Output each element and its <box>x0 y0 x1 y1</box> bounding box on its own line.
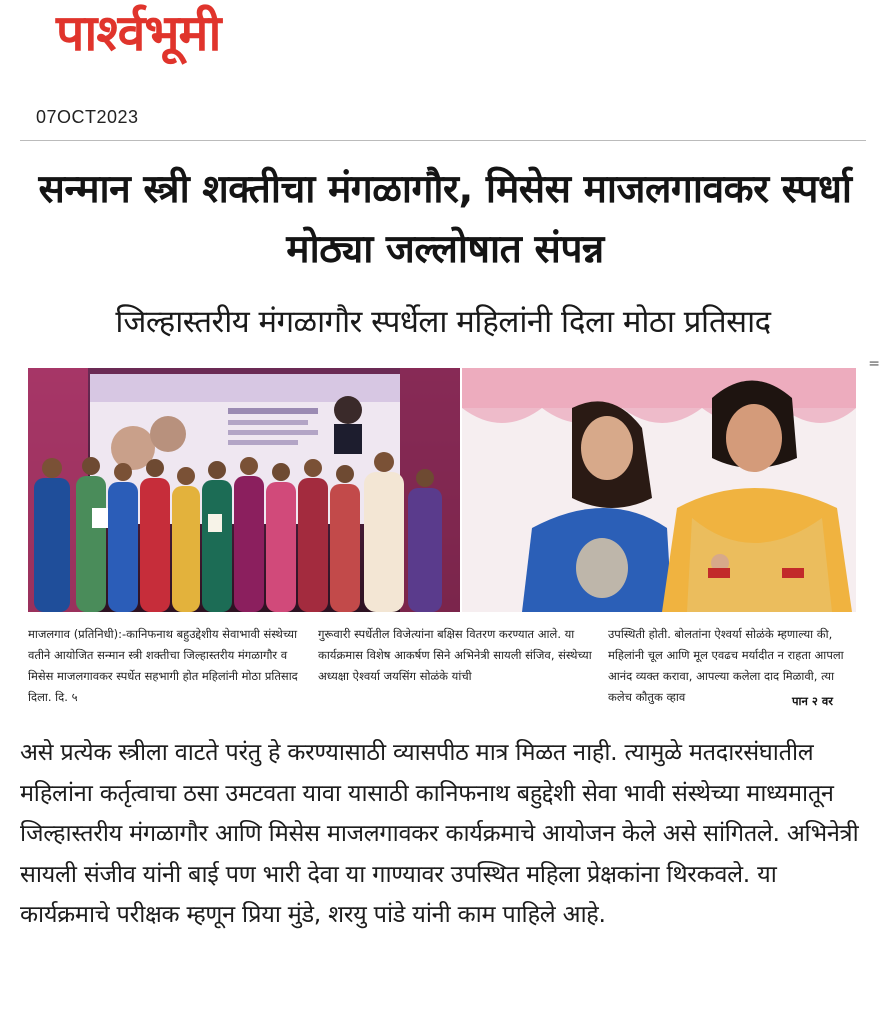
article-headline: सन्मान स्त्री शक्तीचा मंगळागौर, मिसेस माजलगावकर स्पर्धा मोठ्या जल्लोषात संपन्न <box>38 167 852 272</box>
guests-photo-illustration <box>462 368 856 612</box>
group-photo-illustration <box>28 368 460 612</box>
caption-column-2: गुरूवारी स्पर्धेतील विजेत्यांना बक्षिस वितरण करण्यात आले. या कार्यक्रमास विशेष आकर्षण सिने अभिनेत्री सायली संजिव, संस्थेच्या अध्यक्षा ऐश्वर्या जयसिंग सोळंके यांची <box>318 627 592 683</box>
article-body: असे प्रत्येक स्त्रीला वाटते परंतु हे करण्यासाठी व्यासपीठ मात्र मिळत नाही. त्यामुळे मतदारसंघातील महिलांना कर्तृत्वाचा ठसा उमटवता यावा यासाठी कानिफनाथ बहुद्देशी सेवा भावी संस्थेच्या माध्यमातून जिल्हास्तरीय मंगळागौर आणि मिसेस माजलगावकर कार्यक्रमाचे आयोजन केले असे सांगितले. अभिनेत्री सायली संजीव यांनी बाई पण भारी देवा या गाण्यावर उपस्थित महिला प्रेक्षकांना थिरकवले. या कार्यक्रमाचे परीक्षक म्हणून प्रिया मुंडे, शरयु पांडे यांनी काम पाहिले आहे. <box>20 738 859 928</box>
edge-mark: = <box>868 356 880 372</box>
event-group-photo <box>28 368 460 612</box>
continued-on-page: पान २ वर <box>792 694 833 708</box>
newspaper-masthead: पार्श्वभूमी <box>56 4 221 62</box>
caption-column-3: उपस्थिती होती. बोलतांना ऐश्वर्या सोळंके म्हणाल्या की, महिलांनी चूल आणि मूल एवढच मर्यादीत न राहता आपला आनंद व्यक्त करावा, आपल्या कलेला दाद मिळावी, त्या कलेच कौतुक व्हाव <box>608 627 844 704</box>
article-subheadline: जिल्हास्तरीय मंगळागौर स्पर्धेला महिलांनी दिला मोठा प्रतिसाद <box>115 304 771 340</box>
caption-column-1: माजलगाव (प्रतिनिधी):-कानिफनाथ बहुउद्देशीय सेवाभावी संस्थेच्या वतीने आयोजित सन्मान स्त्री शक्तीचा जिल्हास्तरीय मंगळागौर व मिसेस माजलगावकर स्पर्धेत सहभागी होत महिलांनी मोठा प्रतिसाद दिला. दि. ५ <box>28 627 298 704</box>
publication-date: 07OCT2023 <box>36 107 139 127</box>
guests-photo <box>462 368 856 612</box>
header-divider <box>20 140 866 141</box>
